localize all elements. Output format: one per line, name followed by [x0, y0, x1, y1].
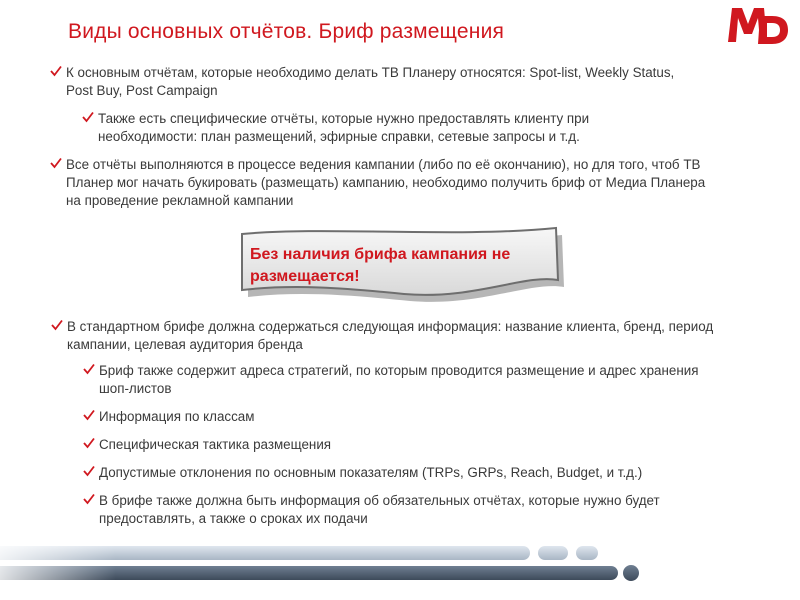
check-icon [83, 465, 95, 477]
list-item-text: Информация по классам [99, 409, 255, 424]
list-item-text: Специфическая тактика размещения [99, 437, 332, 452]
md-logo [726, 2, 790, 46]
footer-decoration [0, 540, 800, 600]
list-item [99, 492, 719, 528]
check-icon [83, 437, 95, 449]
list-item-text: К основным отчётам, которые необходимо делать ТВ Планеру относятся: Spot-list, Weekly Status, Post Buy, Post Campaign [66, 65, 675, 98]
list-item [99, 464, 709, 482]
check-icon [51, 319, 63, 331]
list-item [66, 64, 686, 100]
check-icon [50, 157, 62, 169]
list-item [99, 408, 699, 426]
list-item [98, 110, 658, 146]
list-item [66, 156, 711, 210]
list-item-text: Допустимые отклонения по основным показателям (TRPs, GRPs, Reach, Budget, и т.д.) [99, 465, 643, 480]
check-icon [50, 65, 62, 77]
list-item-text: В стандартном брифе должна содержаться следующая информация: название клиента, бренд, период кампании, целевая аудитория бренда [67, 319, 714, 352]
list-item-text: Также есть специфические отчёты, которые нужно предоставлять клиенту при необходимости: план размещений, эфирные справки, сетевые запросы и т.д. [98, 111, 590, 144]
check-icon [83, 493, 95, 505]
check-icon [82, 111, 94, 123]
list-item-text: Все отчёты выполняются в процессе ведения кампании (либо по её окончанию), но для того, чтоб ТВ Планер мог начать букировать (размещать) кампанию, необходимо получить бриф от Медиа Планера на проведение рекламной кампании [66, 157, 706, 208]
list-item [99, 362, 699, 398]
list-item-text: В брифе также должна быть информация об обязательных отчётах, которые нужно будет предоставлять, а также о сроках их подачи [99, 493, 660, 526]
check-icon [83, 363, 95, 375]
list-item-text: Бриф также содержит адреса стратегий, по которым проводится размещение и адрес хранения шоп-листов [99, 363, 699, 396]
slide-title: Виды основных отчётов. Бриф размещения [68, 20, 505, 43]
list-item [67, 318, 727, 354]
banner-text: Без наличия брифа кампания не размещается! [250, 246, 511, 285]
check-icon [83, 409, 95, 421]
list-item [99, 436, 699, 454]
